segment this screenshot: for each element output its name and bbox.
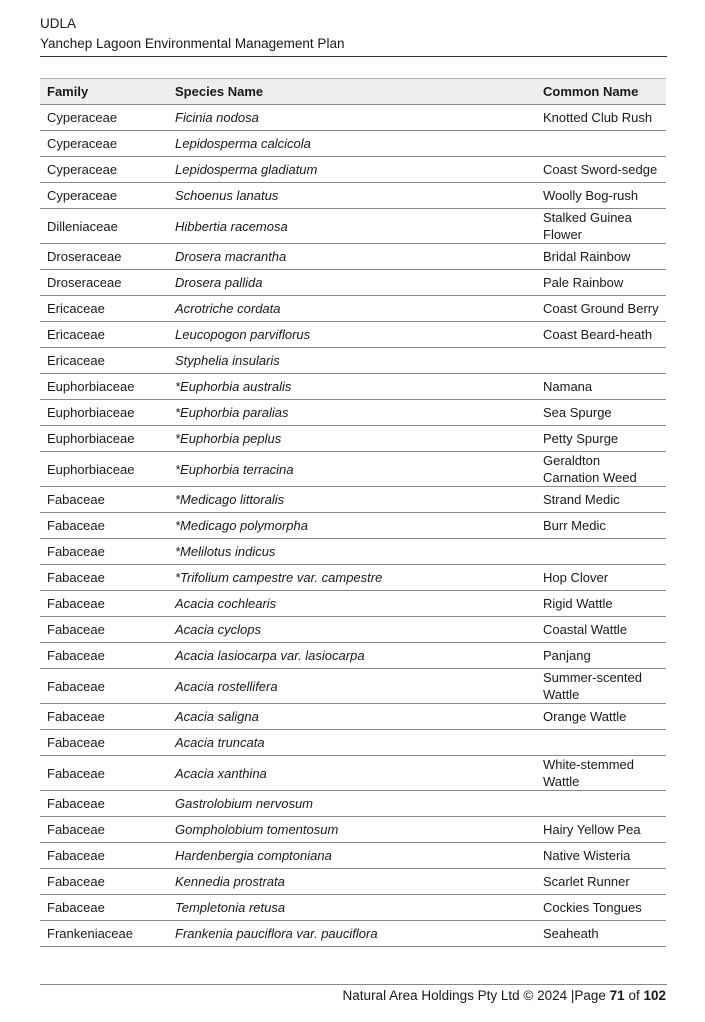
page-header [40,14,667,54]
family-cell: Droseraceae [40,244,168,270]
common-name-cell: Rigid Wattle [536,591,666,617]
family-cell: Ericaceae [40,296,168,322]
family-cell: Fabaceae [40,617,168,643]
family-cell: Cyperaceae [40,105,168,131]
table-row [40,452,666,487]
common-name-cell: Coast Ground Berry [536,296,666,322]
common-name-cell: Sea Spurge [536,400,666,426]
table-row [40,400,666,426]
family-cell: Fabaceae [40,487,168,513]
table-row [40,487,666,513]
species-name-cell: Acacia cyclops [168,617,536,643]
species-name-cell: *Medicago polymorpha [168,513,536,539]
family-cell: Euphorbiaceae [40,400,168,426]
family-cell: Droseraceae [40,270,168,296]
table-row [40,817,666,843]
family-cell: Fabaceae [40,843,168,869]
family-cell: Cyperaceae [40,183,168,209]
common-name-cell: Hop Clover [536,565,666,591]
table-row [40,426,666,452]
common-name-cell: Coastal Wattle [536,617,666,643]
common-name-cell: Hairy Yellow Pea [536,817,666,843]
species-name-cell: Hardenbergia comptoniana [168,843,536,869]
species-name-cell: Gastrolobium nervosum [168,791,536,817]
family-cell: Fabaceae [40,591,168,617]
common-name-cell: Coast Beard-heath [536,322,666,348]
table-row [40,539,666,565]
species-name-cell: Acacia rostellifera [168,669,536,704]
column-header-common-name: Common Name [536,79,666,105]
family-cell: Fabaceae [40,539,168,565]
species-name-cell: *Trifolium campestre var. campestre [168,565,536,591]
species-table-body [40,105,666,947]
family-cell: Fabaceae [40,869,168,895]
common-name-cell: Stalked Guinea Flower [536,209,666,244]
table-row [40,921,666,947]
species-name-cell: *Melilotus indicus [168,539,536,565]
table-row [40,157,666,183]
species-name-cell: Styphelia insularis [168,348,536,374]
common-name-cell [536,131,666,157]
species-name-cell: Lepidosperma calcicola [168,131,536,157]
table-row [40,131,666,157]
table-row [40,209,666,244]
species-name-cell: Kennedia prostrata [168,869,536,895]
common-name-cell: Bridal Rainbow [536,244,666,270]
family-cell: Euphorbiaceae [40,374,168,400]
common-name-cell: Knotted Club Rush [536,105,666,131]
table-row [40,756,666,791]
common-name-cell: Namana [536,374,666,400]
common-name-cell: Cockies Tongues [536,895,666,921]
column-header-family: Family [40,79,168,105]
page-number-total: 102 [643,988,666,1003]
family-cell: Fabaceae [40,756,168,791]
common-name-cell [536,348,666,374]
common-name-cell: Coast Sword-sedge [536,157,666,183]
page-footer [343,987,666,1005]
family-cell: Fabaceae [40,513,168,539]
table-row [40,270,666,296]
species-name-cell: Leucopogon parviflorus [168,322,536,348]
table-row [40,374,666,400]
table-row [40,730,666,756]
common-name-cell [536,539,666,565]
species-name-cell: Acacia cochlearis [168,591,536,617]
table-row [40,565,666,591]
species-table [40,78,666,947]
table-row [40,183,666,209]
species-name-cell: Lepidosperma gladiatum [168,157,536,183]
species-name-cell: Frankenia pauciflora var. pauciflora [168,921,536,947]
common-name-cell: Geraldton Carnation Weed [536,452,666,487]
species-name-cell: Hibbertia racemosa [168,209,536,244]
family-cell: Euphorbiaceae [40,452,168,487]
header-divider [40,56,667,57]
common-name-cell: Panjang [536,643,666,669]
table-row [40,843,666,869]
table-row [40,617,666,643]
footer-divider [40,984,667,985]
species-name-cell: Templetonia retusa [168,895,536,921]
species-name-cell: Ficinia nodosa [168,105,536,131]
species-name-cell: Acacia lasiocarpa var. lasiocarpa [168,643,536,669]
family-cell: Fabaceae [40,565,168,591]
species-name-cell: *Euphorbia paralias [168,400,536,426]
table-row [40,669,666,704]
common-name-cell: Summer-scented Wattle [536,669,666,704]
family-cell: Fabaceae [40,643,168,669]
table-row [40,791,666,817]
table-row [40,322,666,348]
common-name-cell: Native Wisteria [536,843,666,869]
common-name-cell [536,791,666,817]
organization-name: UDLA [40,16,77,31]
species-name-cell: Acacia xanthina [168,756,536,791]
document-title: Yanchep Lagoon Environmental Management Plan [40,36,345,51]
common-name-cell: Woolly Bog-rush [536,183,666,209]
species-name-cell: Drosera pallida [168,270,536,296]
family-cell: Fabaceae [40,704,168,730]
table-row [40,348,666,374]
common-name-cell: Burr Medic [536,513,666,539]
table-row [40,296,666,322]
family-cell: Fabaceae [40,895,168,921]
footer-company: Natural Area Holdings Pty Ltd © 2024 |Page [342,988,610,1003]
species-name-cell: Acacia truncata [168,730,536,756]
species-name-cell: *Euphorbia peplus [168,426,536,452]
column-header-species-name: Species Name [168,79,536,105]
table-row [40,244,666,270]
common-name-cell: Strand Medic [536,487,666,513]
family-cell: Cyperaceae [40,131,168,157]
table-row [40,591,666,617]
family-cell: Frankeniaceae [40,921,168,947]
species-name-cell: Drosera macrantha [168,244,536,270]
family-cell: Dilleniaceae [40,209,168,244]
common-name-cell [536,730,666,756]
species-name-cell: Schoenus lanatus [168,183,536,209]
table-row [40,869,666,895]
table-row [40,513,666,539]
common-name-cell: Seaheath [536,921,666,947]
table-row [40,643,666,669]
table-row [40,895,666,921]
species-name-cell: Gompholobium tomentosum [168,817,536,843]
species-name-cell: *Medicago littoralis [168,487,536,513]
family-cell: Ericaceae [40,348,168,374]
page-number-current: 71 [609,988,625,1003]
family-cell: Ericaceae [40,322,168,348]
species-name-cell: Acrotriche cordata [168,296,536,322]
common-name-cell: Pale Rainbow [536,270,666,296]
family-cell: Fabaceae [40,817,168,843]
family-cell: Fabaceae [40,669,168,704]
table-row [40,704,666,730]
table-row [40,105,666,131]
family-cell: Cyperaceae [40,157,168,183]
family-cell: Fabaceae [40,791,168,817]
family-cell: Fabaceae [40,730,168,756]
species-name-cell: *Euphorbia terracina [168,452,536,487]
family-cell: Euphorbiaceae [40,426,168,452]
table-header-row [40,79,666,105]
common-name-cell: Orange Wattle [536,704,666,730]
species-name-cell: Acacia saligna [168,704,536,730]
footer-of-label: of [624,988,644,1003]
common-name-cell: White-stemmed Wattle [536,756,666,791]
common-name-cell: Scarlet Runner [536,869,666,895]
species-name-cell: *Euphorbia australis [168,374,536,400]
common-name-cell: Petty Spurge [536,426,666,452]
